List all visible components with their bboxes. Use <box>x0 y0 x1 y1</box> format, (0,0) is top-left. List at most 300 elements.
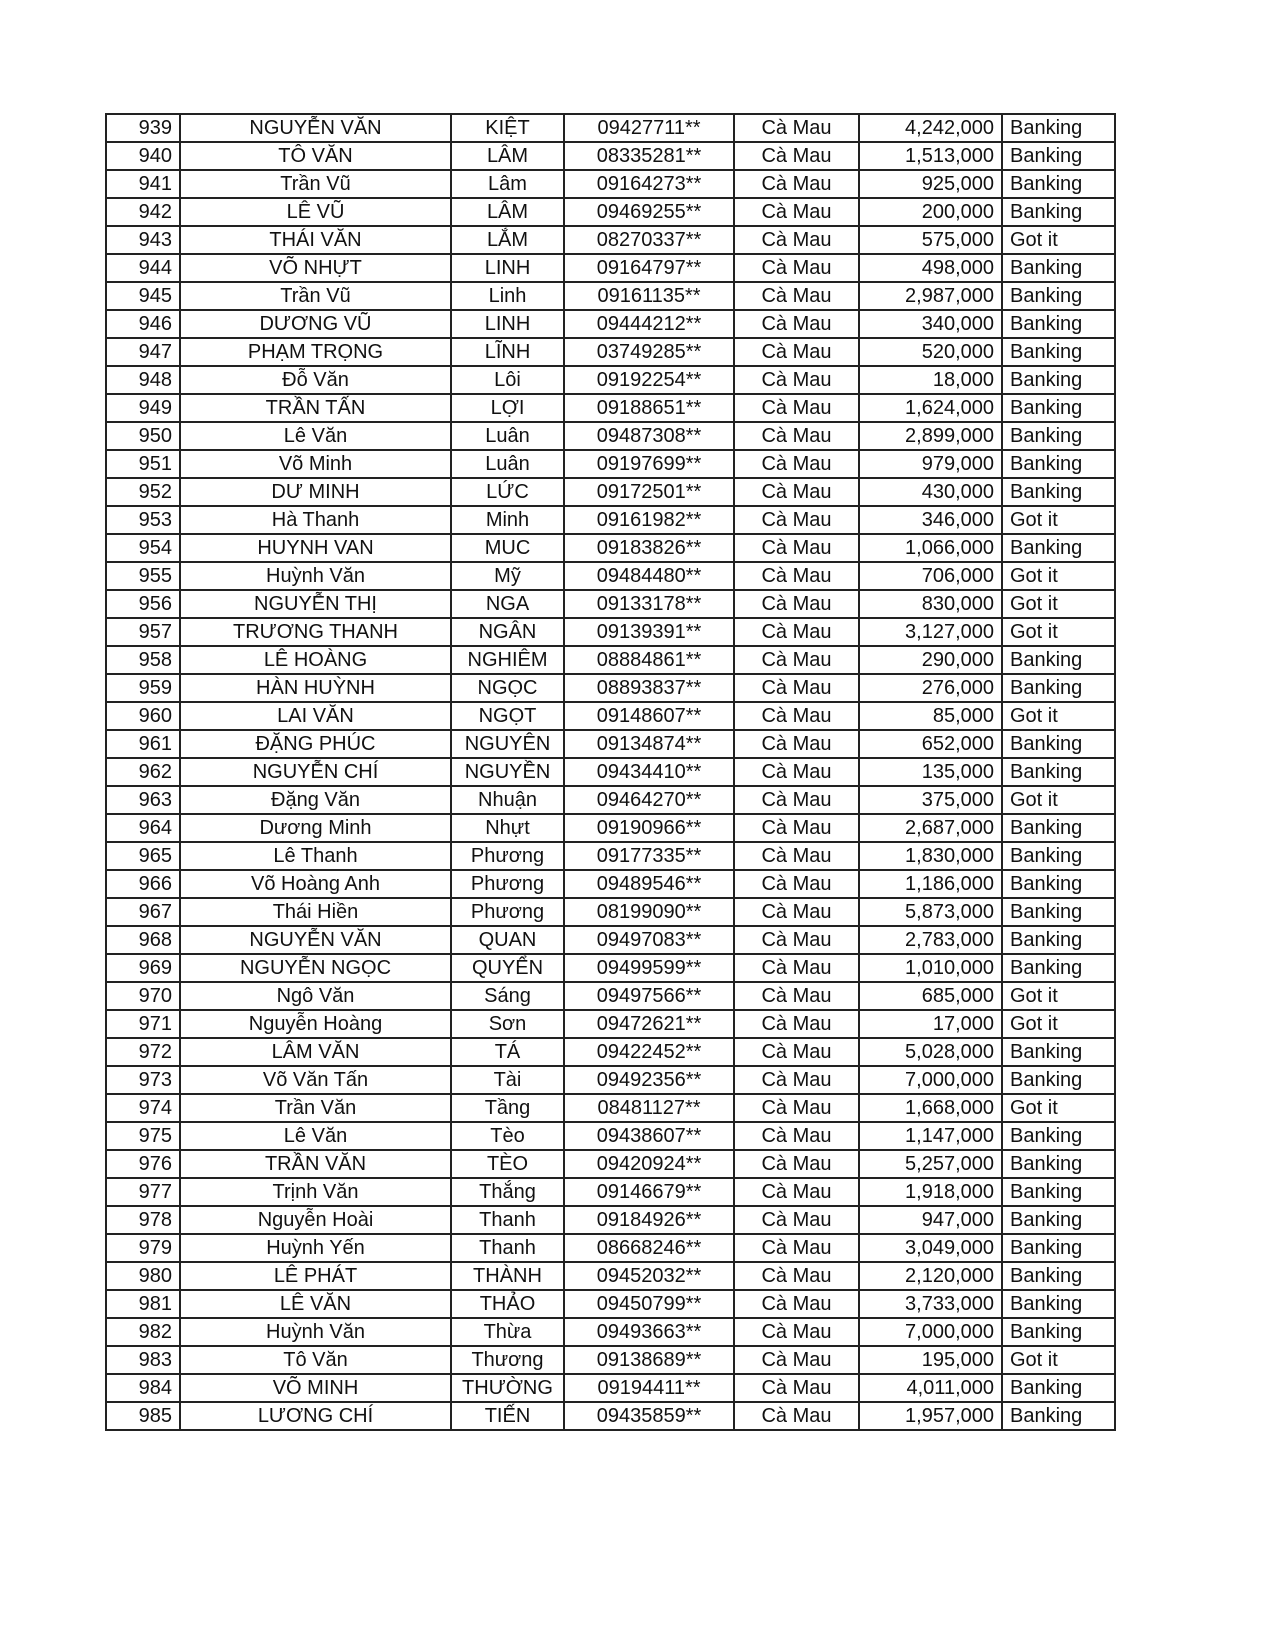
amount-cell: 652,000 <box>859 730 1002 758</box>
phone-cell: 03749285** <box>564 338 734 366</box>
table-row <box>106 730 1115 758</box>
province-cell: Cà Mau <box>734 1094 859 1122</box>
surname-cell: ĐẶNG PHÚC <box>180 730 451 758</box>
phone-cell: 09148607** <box>564 702 734 730</box>
amount-cell: 830,000 <box>859 590 1002 618</box>
payment-method-cell: Got it <box>1002 702 1115 730</box>
province-cell: Cà Mau <box>734 1206 859 1234</box>
surname-cell: TRẦN TẤN <box>180 394 451 422</box>
province-cell: Cà Mau <box>734 478 859 506</box>
row-number-cell: 954 <box>106 534 180 562</box>
row-number-cell: 948 <box>106 366 180 394</box>
province-cell: Cà Mau <box>734 338 859 366</box>
row-number-cell: 956 <box>106 590 180 618</box>
given-name-cell: Luân <box>451 450 564 478</box>
payment-method-cell: Banking <box>1002 1066 1115 1094</box>
table-row <box>106 478 1115 506</box>
surname-cell: Đỗ Văn <box>180 366 451 394</box>
row-number-cell: 963 <box>106 786 180 814</box>
province-cell: Cà Mau <box>734 198 859 226</box>
province-cell: Cà Mau <box>734 1122 859 1150</box>
table-row <box>106 1234 1115 1262</box>
payment-method-cell: Banking <box>1002 758 1115 786</box>
province-cell: Cà Mau <box>734 1374 859 1402</box>
given-name-cell: THƯỜNG <box>451 1374 564 1402</box>
surname-cell: NGUYỄN VĂN <box>180 114 451 142</box>
amount-cell: 290,000 <box>859 646 1002 674</box>
phone-cell: 09172501** <box>564 478 734 506</box>
phone-cell: 09438607** <box>564 1122 734 1150</box>
payment-method-cell: Banking <box>1002 170 1115 198</box>
amount-cell: 575,000 <box>859 226 1002 254</box>
table-row <box>106 1402 1115 1430</box>
table-row <box>106 1094 1115 1122</box>
table-row <box>106 1206 1115 1234</box>
phone-cell: 09444212** <box>564 310 734 338</box>
phone-cell: 09492356** <box>564 1066 734 1094</box>
table-row <box>106 954 1115 982</box>
amount-cell: 947,000 <box>859 1206 1002 1234</box>
amount-cell: 4,011,000 <box>859 1374 1002 1402</box>
table-row <box>106 170 1115 198</box>
amount-cell: 979,000 <box>859 450 1002 478</box>
table-row <box>106 982 1115 1010</box>
given-name-cell: Minh <box>451 506 564 534</box>
phone-cell: 08481127** <box>564 1094 734 1122</box>
amount-cell: 2,987,000 <box>859 282 1002 310</box>
province-cell: Cà Mau <box>734 1038 859 1066</box>
phone-cell: 09161135** <box>564 282 734 310</box>
payment-method-cell: Banking <box>1002 394 1115 422</box>
row-number-cell: 972 <box>106 1038 180 1066</box>
row-number-cell: 957 <box>106 618 180 646</box>
amount-cell: 2,687,000 <box>859 814 1002 842</box>
amount-cell: 3,733,000 <box>859 1290 1002 1318</box>
amount-cell: 1,513,000 <box>859 142 1002 170</box>
surname-cell: NGUYỄN VĂN <box>180 926 451 954</box>
payment-method-cell: Got it <box>1002 1094 1115 1122</box>
row-number-cell: 984 <box>106 1374 180 1402</box>
given-name-cell: THẢO <box>451 1290 564 1318</box>
row-number-cell: 975 <box>106 1122 180 1150</box>
row-number-cell: 950 <box>106 422 180 450</box>
row-number-cell: 966 <box>106 870 180 898</box>
given-name-cell: NGA <box>451 590 564 618</box>
row-number-cell: 965 <box>106 842 180 870</box>
row-number-cell: 961 <box>106 730 180 758</box>
amount-cell: 1,830,000 <box>859 842 1002 870</box>
records-table <box>105 113 1116 1431</box>
amount-cell: 18,000 <box>859 366 1002 394</box>
amount-cell: 17,000 <box>859 1010 1002 1038</box>
province-cell: Cà Mau <box>734 226 859 254</box>
phone-cell: 09192254** <box>564 366 734 394</box>
table-row <box>106 366 1115 394</box>
province-cell: Cà Mau <box>734 674 859 702</box>
payment-method-cell: Got it <box>1002 506 1115 534</box>
phone-cell: 09422452** <box>564 1038 734 1066</box>
amount-cell: 85,000 <box>859 702 1002 730</box>
payment-method-cell: Got it <box>1002 1346 1115 1374</box>
amount-cell: 706,000 <box>859 562 1002 590</box>
amount-cell: 375,000 <box>859 786 1002 814</box>
surname-cell: Trần Vũ <box>180 282 451 310</box>
surname-cell: VÕ NHỰT <box>180 254 451 282</box>
table-row <box>106 534 1115 562</box>
phone-cell: 09164797** <box>564 254 734 282</box>
province-cell: Cà Mau <box>734 702 859 730</box>
table-row <box>106 114 1115 142</box>
table-row <box>106 226 1115 254</box>
amount-cell: 2,899,000 <box>859 422 1002 450</box>
phone-cell: 09184926** <box>564 1206 734 1234</box>
phone-cell: 08335281** <box>564 142 734 170</box>
amount-cell: 7,000,000 <box>859 1318 1002 1346</box>
payment-method-cell: Banking <box>1002 198 1115 226</box>
amount-cell: 520,000 <box>859 338 1002 366</box>
province-cell: Cà Mau <box>734 1402 859 1430</box>
surname-cell: LÊ PHÁT <box>180 1262 451 1290</box>
payment-method-cell: Banking <box>1002 310 1115 338</box>
surname-cell: Thái Hiền <box>180 898 451 926</box>
payment-method-cell: Banking <box>1002 142 1115 170</box>
surname-cell: NGUYỄN NGỌC <box>180 954 451 982</box>
table-row <box>106 422 1115 450</box>
province-cell: Cà Mau <box>734 1066 859 1094</box>
surname-cell: Võ Văn Tấn <box>180 1066 451 1094</box>
payment-method-cell: Banking <box>1002 478 1115 506</box>
row-number-cell: 960 <box>106 702 180 730</box>
payment-method-cell: Banking <box>1002 1402 1115 1430</box>
row-number-cell: 968 <box>106 926 180 954</box>
province-cell: Cà Mau <box>734 954 859 982</box>
table-row <box>106 1066 1115 1094</box>
province-cell: Cà Mau <box>734 730 859 758</box>
row-number-cell: 944 <box>106 254 180 282</box>
surname-cell: Lê Văn <box>180 422 451 450</box>
province-cell: Cà Mau <box>734 562 859 590</box>
amount-cell: 1,668,000 <box>859 1094 1002 1122</box>
amount-cell: 1,066,000 <box>859 534 1002 562</box>
payment-method-cell: Banking <box>1002 814 1115 842</box>
phone-cell: 09177335** <box>564 842 734 870</box>
table-row <box>106 338 1115 366</box>
province-cell: Cà Mau <box>734 618 859 646</box>
province-cell: Cà Mau <box>734 422 859 450</box>
amount-cell: 5,257,000 <box>859 1150 1002 1178</box>
amount-cell: 925,000 <box>859 170 1002 198</box>
payment-method-cell: Got it <box>1002 786 1115 814</box>
table-row <box>106 870 1115 898</box>
amount-cell: 430,000 <box>859 478 1002 506</box>
surname-cell: VÕ MINH <box>180 1374 451 1402</box>
table-row <box>106 1038 1115 1066</box>
table-row <box>106 282 1115 310</box>
surname-cell: Huỳnh Văn <box>180 562 451 590</box>
province-cell: Cà Mau <box>734 366 859 394</box>
row-number-cell: 952 <box>106 478 180 506</box>
row-number-cell: 962 <box>106 758 180 786</box>
given-name-cell: NGỌT <box>451 702 564 730</box>
payment-method-cell: Got it <box>1002 562 1115 590</box>
surname-cell: DƯ MINH <box>180 478 451 506</box>
phone-cell: 09450799** <box>564 1290 734 1318</box>
surname-cell: LÂM VĂN <box>180 1038 451 1066</box>
payment-method-cell: Got it <box>1002 226 1115 254</box>
table-row <box>106 450 1115 478</box>
given-name-cell: Luân <box>451 422 564 450</box>
payment-method-cell: Banking <box>1002 282 1115 310</box>
given-name-cell: MUC <box>451 534 564 562</box>
province-cell: Cà Mau <box>734 506 859 534</box>
row-number-cell: 970 <box>106 982 180 1010</box>
payment-method-cell: Banking <box>1002 1290 1115 1318</box>
given-name-cell: Phương <box>451 898 564 926</box>
amount-cell: 1,186,000 <box>859 870 1002 898</box>
province-cell: Cà Mau <box>734 142 859 170</box>
row-number-cell: 979 <box>106 1234 180 1262</box>
phone-cell: 09484480** <box>564 562 734 590</box>
table-row <box>106 842 1115 870</box>
surname-cell: LÊ VĂN <box>180 1290 451 1318</box>
phone-cell: 09434410** <box>564 758 734 786</box>
province-cell: Cà Mau <box>734 982 859 1010</box>
amount-cell: 2,783,000 <box>859 926 1002 954</box>
phone-cell: 09493663** <box>564 1318 734 1346</box>
row-number-cell: 978 <box>106 1206 180 1234</box>
given-name-cell: NGUYỀN <box>451 758 564 786</box>
phone-cell: 08893837** <box>564 674 734 702</box>
amount-cell: 7,000,000 <box>859 1066 1002 1094</box>
given-name-cell: Thương <box>451 1346 564 1374</box>
given-name-cell: LINH <box>451 310 564 338</box>
payment-method-cell: Banking <box>1002 1178 1115 1206</box>
given-name-cell: TIẾN <box>451 1402 564 1430</box>
row-number-cell: 982 <box>106 1318 180 1346</box>
payment-method-cell: Banking <box>1002 254 1115 282</box>
payment-method-cell: Banking <box>1002 1234 1115 1262</box>
amount-cell: 685,000 <box>859 982 1002 1010</box>
given-name-cell: LẮM <box>451 226 564 254</box>
given-name-cell: Tèo <box>451 1122 564 1150</box>
surname-cell: Võ Hoàng Anh <box>180 870 451 898</box>
surname-cell: Trần Vũ <box>180 170 451 198</box>
payment-method-cell: Banking <box>1002 1318 1115 1346</box>
table-row <box>106 758 1115 786</box>
payment-method-cell: Banking <box>1002 646 1115 674</box>
phone-cell: 09138689** <box>564 1346 734 1374</box>
row-number-cell: 985 <box>106 1402 180 1430</box>
amount-cell: 1,624,000 <box>859 394 1002 422</box>
surname-cell: THÁI VĂN <box>180 226 451 254</box>
surname-cell: TÔ VĂN <box>180 142 451 170</box>
table-row <box>106 1374 1115 1402</box>
table-row <box>106 310 1115 338</box>
surname-cell: Huỳnh Yến <box>180 1234 451 1262</box>
given-name-cell: LỢI <box>451 394 564 422</box>
row-number-cell: 943 <box>106 226 180 254</box>
payment-method-cell: Banking <box>1002 1262 1115 1290</box>
phone-cell: 09183826** <box>564 534 734 562</box>
phone-cell: 09469255** <box>564 198 734 226</box>
phone-cell: 09161982** <box>564 506 734 534</box>
province-cell: Cà Mau <box>734 814 859 842</box>
table-row <box>106 618 1115 646</box>
given-name-cell: LINH <box>451 254 564 282</box>
amount-cell: 1,010,000 <box>859 954 1002 982</box>
amount-cell: 5,028,000 <box>859 1038 1002 1066</box>
surname-cell: Đặng Văn <box>180 786 451 814</box>
phone-cell: 08270337** <box>564 226 734 254</box>
province-cell: Cà Mau <box>734 394 859 422</box>
given-name-cell: TÈO <box>451 1150 564 1178</box>
amount-cell: 3,049,000 <box>859 1234 1002 1262</box>
table-row <box>106 674 1115 702</box>
given-name-cell: NGHIÊM <box>451 646 564 674</box>
given-name-cell: NGUYÊN <box>451 730 564 758</box>
given-name-cell: Thắng <box>451 1178 564 1206</box>
row-number-cell: 951 <box>106 450 180 478</box>
table-row <box>106 1318 1115 1346</box>
province-cell: Cà Mau <box>734 282 859 310</box>
table-row <box>106 506 1115 534</box>
amount-cell: 195,000 <box>859 1346 1002 1374</box>
amount-cell: 135,000 <box>859 758 1002 786</box>
row-number-cell: 976 <box>106 1150 180 1178</box>
payment-method-cell: Banking <box>1002 366 1115 394</box>
surname-cell: PHẠM TRỌNG <box>180 338 451 366</box>
table-row <box>106 254 1115 282</box>
given-name-cell: THÀNH <box>451 1262 564 1290</box>
row-number-cell: 955 <box>106 562 180 590</box>
payment-method-cell: Banking <box>1002 338 1115 366</box>
payment-method-cell: Banking <box>1002 1150 1115 1178</box>
surname-cell: Trịnh Văn <box>180 1178 451 1206</box>
surname-cell: HÀN HUỲNH <box>180 674 451 702</box>
given-name-cell: Lâm <box>451 170 564 198</box>
province-cell: Cà Mau <box>734 114 859 142</box>
amount-cell: 1,918,000 <box>859 1178 1002 1206</box>
given-name-cell: Nhuận <box>451 786 564 814</box>
province-cell: Cà Mau <box>734 1150 859 1178</box>
table-row <box>106 1262 1115 1290</box>
payment-method-cell: Banking <box>1002 926 1115 954</box>
payment-method-cell: Banking <box>1002 534 1115 562</box>
payment-method-cell: Banking <box>1002 674 1115 702</box>
row-number-cell: 942 <box>106 198 180 226</box>
amount-cell: 498,000 <box>859 254 1002 282</box>
surname-cell: TRƯƠNG THANH <box>180 618 451 646</box>
phone-cell: 09146679** <box>564 1178 734 1206</box>
row-number-cell: 941 <box>106 170 180 198</box>
phone-cell: 09489546** <box>564 870 734 898</box>
row-number-cell: 940 <box>106 142 180 170</box>
surname-cell: Lê Thanh <box>180 842 451 870</box>
given-name-cell: QUYỂN <box>451 954 564 982</box>
payment-method-cell: Banking <box>1002 898 1115 926</box>
province-cell: Cà Mau <box>734 758 859 786</box>
row-number-cell: 969 <box>106 954 180 982</box>
province-cell: Cà Mau <box>734 926 859 954</box>
phone-cell: 09497083** <box>564 926 734 954</box>
surname-cell: TRẦN VĂN <box>180 1150 451 1178</box>
province-cell: Cà Mau <box>734 1234 859 1262</box>
surname-cell: LAI VĂN <box>180 702 451 730</box>
province-cell: Cà Mau <box>734 1178 859 1206</box>
table-row <box>106 394 1115 422</box>
given-name-cell: LĨNH <box>451 338 564 366</box>
given-name-cell: QUAN <box>451 926 564 954</box>
phone-cell: 09190966** <box>564 814 734 842</box>
table-row <box>106 926 1115 954</box>
province-cell: Cà Mau <box>734 1010 859 1038</box>
phone-cell: 09188651** <box>564 394 734 422</box>
phone-cell: 09499599** <box>564 954 734 982</box>
row-number-cell: 959 <box>106 674 180 702</box>
table-row <box>106 198 1115 226</box>
table-row <box>106 1150 1115 1178</box>
row-number-cell: 958 <box>106 646 180 674</box>
amount-cell: 4,242,000 <box>859 114 1002 142</box>
surname-cell: Lê Văn <box>180 1122 451 1150</box>
payment-method-cell: Banking <box>1002 842 1115 870</box>
payment-method-cell: Banking <box>1002 954 1115 982</box>
given-name-cell: Linh <box>451 282 564 310</box>
row-number-cell: 974 <box>106 1094 180 1122</box>
row-number-cell: 967 <box>106 898 180 926</box>
amount-cell: 340,000 <box>859 310 1002 338</box>
phone-cell: 09420924** <box>564 1150 734 1178</box>
row-number-cell: 980 <box>106 1262 180 1290</box>
row-number-cell: 981 <box>106 1290 180 1318</box>
given-name-cell: Sơn <box>451 1010 564 1038</box>
row-number-cell: 949 <box>106 394 180 422</box>
table-row <box>106 1290 1115 1318</box>
given-name-cell: KIỆT <box>451 114 564 142</box>
payment-method-cell: Banking <box>1002 114 1115 142</box>
row-number-cell: 953 <box>106 506 180 534</box>
amount-cell: 3,127,000 <box>859 618 1002 646</box>
phone-cell: 09497566** <box>564 982 734 1010</box>
given-name-cell: Lôi <box>451 366 564 394</box>
province-cell: Cà Mau <box>734 646 859 674</box>
surname-cell: NGUYỄN CHÍ <box>180 758 451 786</box>
given-name-cell: LỨC <box>451 478 564 506</box>
surname-cell: LÊ VŨ <box>180 198 451 226</box>
given-name-cell: Phương <box>451 842 564 870</box>
amount-cell: 1,957,000 <box>859 1402 1002 1430</box>
payment-method-cell: Banking <box>1002 1122 1115 1150</box>
row-number-cell: 964 <box>106 814 180 842</box>
given-name-cell: LÂM <box>451 142 564 170</box>
table-row <box>106 1178 1115 1206</box>
phone-cell: 09139391** <box>564 618 734 646</box>
phone-cell: 09427711** <box>564 114 734 142</box>
row-number-cell: 945 <box>106 282 180 310</box>
amount-cell: 2,120,000 <box>859 1262 1002 1290</box>
table-row <box>106 898 1115 926</box>
province-cell: Cà Mau <box>734 254 859 282</box>
surname-cell: Võ Minh <box>180 450 451 478</box>
surname-cell: Ngô Văn <box>180 982 451 1010</box>
payment-method-cell: Banking <box>1002 1206 1115 1234</box>
given-name-cell: Tài <box>451 1066 564 1094</box>
given-name-cell: Thanh <box>451 1234 564 1262</box>
given-name-cell: Thanh <box>451 1206 564 1234</box>
table-row <box>106 590 1115 618</box>
payment-method-cell: Banking <box>1002 870 1115 898</box>
row-number-cell: 946 <box>106 310 180 338</box>
